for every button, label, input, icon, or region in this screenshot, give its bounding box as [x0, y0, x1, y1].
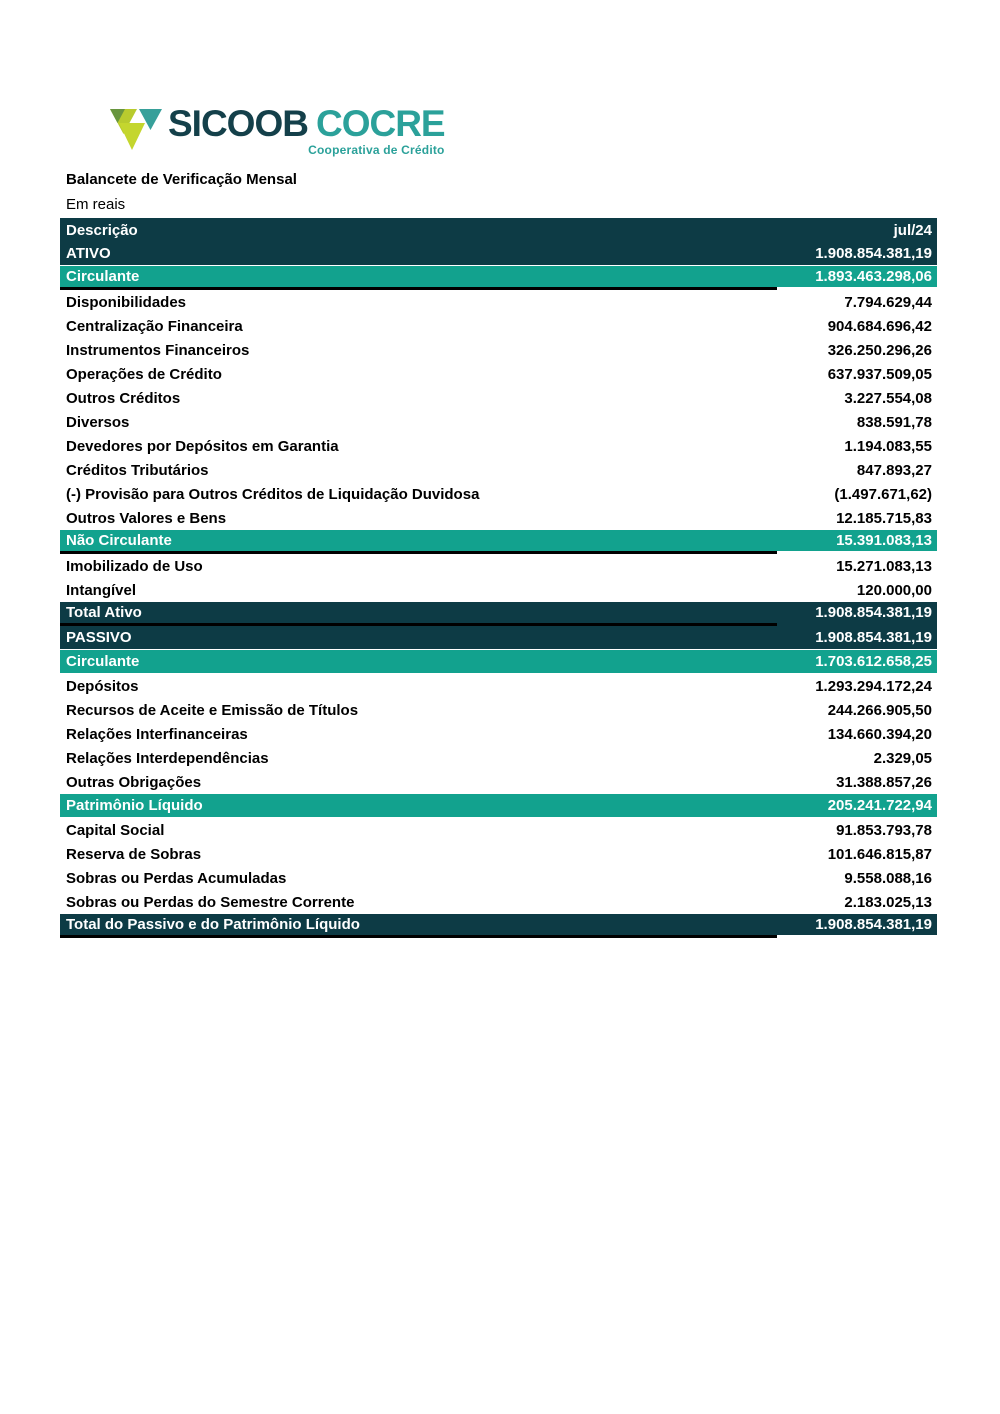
- row-value: 120.000,00: [856, 581, 932, 599]
- row-label: Sobras ou Perdas do Semestre Corrente: [66, 893, 355, 911]
- row-value: 847.893,27: [856, 461, 932, 479]
- table-row: [60, 842, 937, 866]
- row-label: Intangível: [66, 581, 137, 599]
- header-period: jul/24: [893, 221, 932, 239]
- table-row: [60, 626, 937, 650]
- row-value: 91.853.793,78: [836, 821, 932, 839]
- row-label: Outros Créditos: [66, 389, 181, 407]
- table-row: [60, 770, 937, 794]
- row-value: 15.271.083,13: [836, 557, 932, 575]
- table-row: [60, 386, 937, 410]
- row-value: 1.194.083,55: [844, 437, 932, 455]
- row-value: 1.908.854.381,19: [777, 914, 937, 938]
- row-value: 637.937.509,05: [827, 365, 932, 383]
- document-subtitle: Em reais: [66, 196, 126, 213]
- row-label: Centralização Financeira: [66, 317, 243, 335]
- row-label: Imobilizado de Uso: [66, 557, 203, 575]
- row-value: 904.684.696,42: [827, 317, 932, 335]
- table-row: [60, 482, 937, 506]
- row-label: Capital Social: [66, 821, 165, 839]
- row-label: Sobras ou Perdas Acumuladas: [66, 869, 287, 887]
- logo: [110, 105, 445, 157]
- row-label: Recursos de Aceite e Emissão de Títulos: [66, 701, 359, 719]
- row-value: 7.794.629,44: [844, 293, 932, 311]
- table-row: [60, 602, 937, 626]
- table-row: [60, 434, 937, 458]
- row-value: 326.250.296,26: [827, 341, 932, 359]
- table-row: [60, 674, 937, 698]
- row-label: Devedores por Depósitos em Garantia: [66, 437, 339, 455]
- table-body: [60, 242, 937, 938]
- document-title: Balancete de Verificação Mensal: [66, 171, 297, 188]
- row-value: 2.183.025,13: [844, 893, 932, 911]
- brand-cocre: COCRE: [315, 103, 445, 144]
- row-label: Diversos: [66, 413, 130, 431]
- row-label: Patrimônio Líquido: [66, 797, 203, 814]
- table-row: [60, 266, 937, 290]
- table-row: [60, 458, 937, 482]
- table-row: [60, 794, 937, 818]
- row-label: Total do Passivo e do Patrimônio Líquido: [60, 914, 777, 938]
- table-row: [60, 506, 937, 530]
- table-row: [60, 890, 937, 914]
- row-value: 1.908.854.381,19: [815, 245, 932, 262]
- table-row: [60, 578, 937, 602]
- row-value: 12.185.715,83: [836, 509, 932, 527]
- balance-table: [60, 218, 937, 938]
- table-row: [60, 362, 937, 386]
- row-value: (1.497.671,62): [834, 485, 932, 503]
- row-value: 15.391.083,13: [777, 530, 937, 554]
- table-row: [60, 866, 937, 890]
- row-label: Relações Interdependências: [66, 749, 269, 767]
- table-row: [60, 242, 937, 266]
- row-label: Relações Interfinanceiras: [66, 725, 248, 743]
- row-value: 31.388.857,26: [836, 773, 932, 791]
- row-value: 244.266.905,50: [827, 701, 932, 719]
- row-label: Circulante: [66, 653, 140, 670]
- row-label: Total Ativo: [60, 602, 777, 626]
- row-value: 9.558.088,16: [844, 869, 932, 887]
- row-label: Não Circulante: [60, 530, 777, 554]
- table-header-row: [60, 218, 937, 242]
- row-label: Circulante: [60, 266, 777, 290]
- row-label: Outros Valores e Bens: [66, 509, 227, 527]
- table-row: [60, 338, 937, 362]
- table-row: [60, 650, 937, 674]
- row-label: PASSIVO: [66, 629, 132, 646]
- row-value: 2.329,05: [873, 749, 932, 767]
- row-value: 3.227.554,08: [844, 389, 932, 407]
- table-row: [60, 914, 937, 938]
- row-value: 1.908.854.381,19: [815, 629, 932, 646]
- row-value: 1.908.854.381,19: [777, 602, 937, 626]
- table-row: [60, 314, 937, 338]
- row-label: Reserva de Sobras: [66, 845, 202, 863]
- row-label: Operações de Crédito: [66, 365, 222, 383]
- logo-text: [168, 105, 445, 157]
- row-value: 205.241.722,94: [827, 797, 932, 814]
- logo-words: [168, 105, 445, 142]
- table-row: [60, 410, 937, 434]
- sicoob-mark-icon: [110, 109, 162, 151]
- table-row: [60, 722, 937, 746]
- row-value: 1.293.294.172,24: [815, 677, 932, 695]
- row-label: Disponibilidades: [66, 293, 187, 311]
- row-label: (-) Provisão para Outros Créditos de Liquidação Duvidosa: [66, 485, 480, 503]
- brand-sicoob: SICOOB: [168, 103, 308, 144]
- row-value: 134.660.394,20: [827, 725, 932, 743]
- row-value: 1.703.612.658,25: [815, 653, 932, 670]
- table-row: [60, 698, 937, 722]
- row-label: Outras Obrigações: [66, 773, 202, 791]
- table-row: [60, 818, 937, 842]
- row-label: ATIVO: [66, 245, 111, 262]
- row-value: 101.646.815,87: [827, 845, 932, 863]
- table-row: [60, 290, 937, 314]
- table-row: [60, 746, 937, 770]
- table-row: [60, 554, 937, 578]
- row-value: 838.591,78: [856, 413, 932, 431]
- row-label: Créditos Tributários: [66, 461, 209, 479]
- table-row: [60, 530, 937, 554]
- logo-tagline: Cooperativa de Crédito: [308, 143, 445, 157]
- row-label: Instrumentos Financeiros: [66, 341, 250, 359]
- row-value: 1.893.463.298,06: [777, 266, 937, 290]
- header-description: Descrição: [66, 221, 138, 239]
- row-label: Depósitos: [66, 677, 139, 695]
